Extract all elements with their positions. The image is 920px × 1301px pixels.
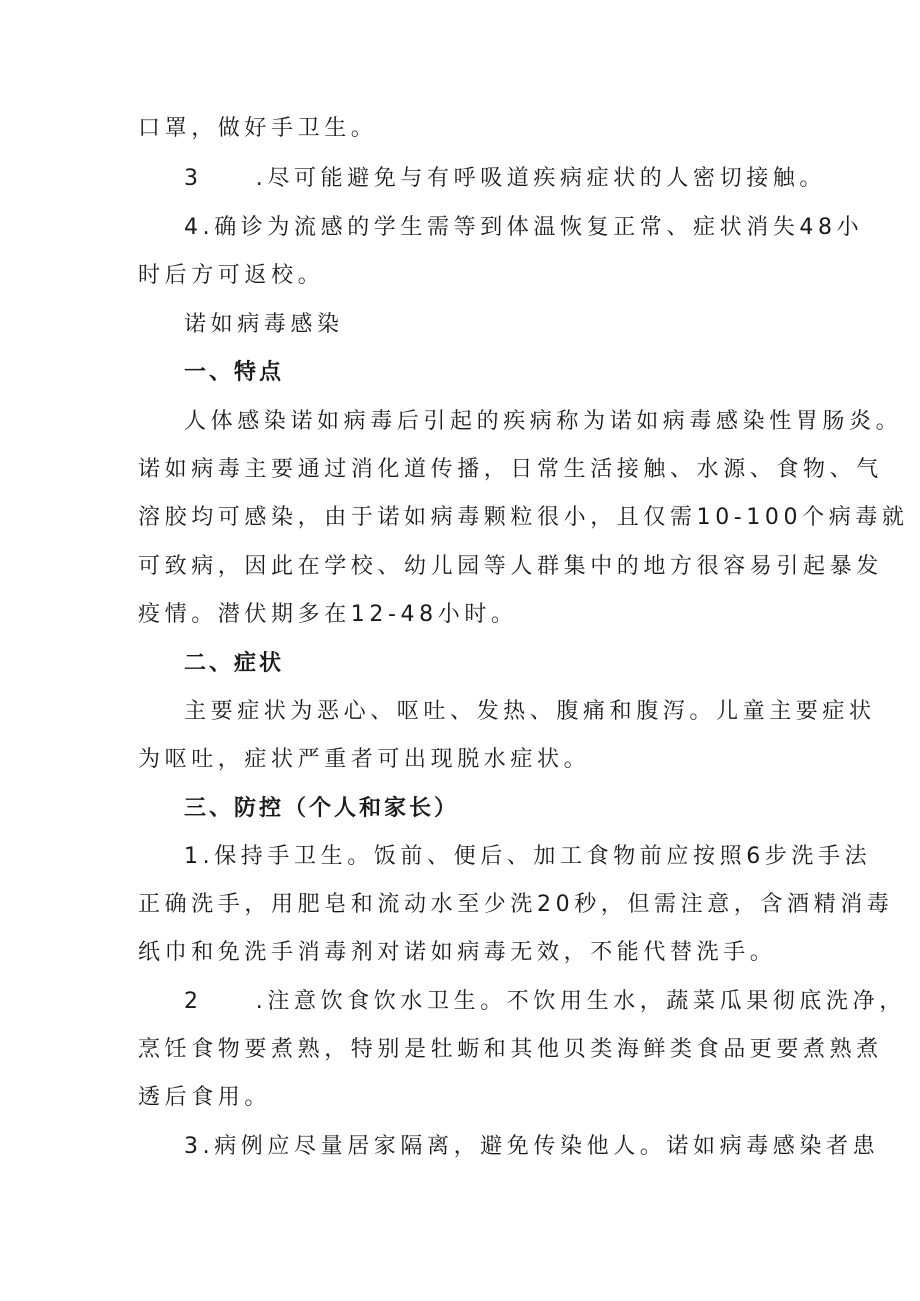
paragraph-line: 疫情。潜伏期多在12-48小时。 xyxy=(138,602,518,627)
paragraph-line: 烹饪食物要煮熟，特别是牡蛎和其他贝类海鲜类食品更要煮熟煮 xyxy=(138,1037,883,1062)
list-item: 1.保持手卫生。饭前、便后、加工食物前应按照6步洗手法 xyxy=(184,844,872,869)
list-item: 2 .注意饮食饮水卫生。不饮用生水，蔬菜瓜果彻底洗净， xyxy=(184,989,906,1014)
section-title: 诺如病毒感染 xyxy=(184,312,344,337)
paragraph-line: 可致病，因此在学校、幼儿园等人群集中的地方很容易引起暴发 xyxy=(138,554,883,579)
section-heading: 一、特点 xyxy=(184,360,285,385)
text-line: 口罩，做好手卫生。 xyxy=(138,116,378,141)
section-heading: 三、防控（个人和家长） xyxy=(184,796,460,821)
paragraph-line: 纸巾和免洗手消毒剂对诺如病毒无效，不能代替洗手。 xyxy=(138,940,777,965)
paragraph-line: 主要症状为恶心、呕吐、发热、腹痛和腹泻。儿童主要症状 xyxy=(184,699,876,724)
paragraph-line: 正确洗手，用肥皂和流动水至少洗20秒，但需注意，含酒精消毒 xyxy=(138,892,894,917)
text-line: 时后方可返校。 xyxy=(138,263,325,288)
list-item: 3 .尽可能避免与有呼吸道疾病症状的人密切接触。 xyxy=(184,166,826,191)
paragraph-line: 诺如病毒主要通过消化道传播，日常生活接触、水源、食物、气 xyxy=(138,457,883,482)
paragraph-line: 人体感染诺如病毒后引起的疾病称为诺如病毒感染性胃肠炎。 xyxy=(184,409,903,434)
paragraph-line: 透后食用。 xyxy=(138,1085,272,1110)
section-heading: 二、症状 xyxy=(184,651,285,676)
paragraph-line: 为呕吐，症状严重者可出现脱水症状。 xyxy=(138,747,591,772)
list-item: 3.病例应尽量居家隔离，避免传染他人。诺如病毒感染者患 xyxy=(184,1134,880,1159)
list-item: 4.确诊为流感的学生需等到体温恢复正常、症状消失48小 xyxy=(184,215,864,240)
paragraph-line: 溶胶均可感染，由于诺如病毒颗粒很小，且仅需10-100个病毒就 xyxy=(138,505,909,530)
